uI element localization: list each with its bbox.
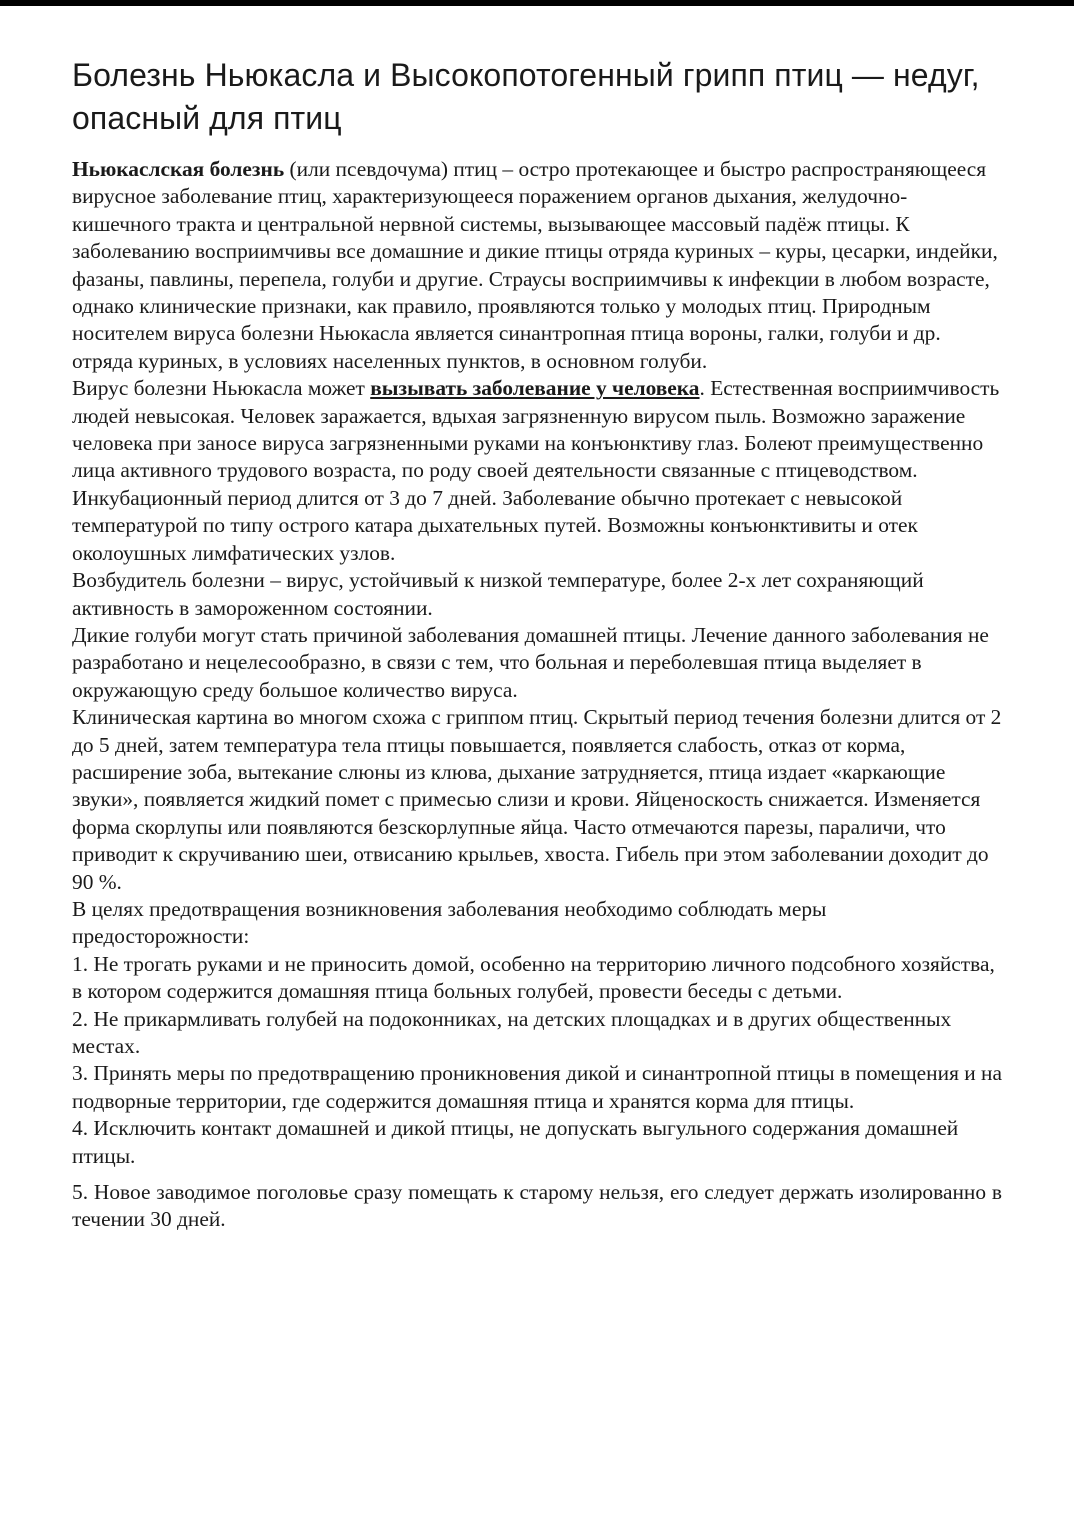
lead-term: Ньюкаслская болезнь	[72, 157, 285, 181]
human-risk-emphasis: вызывать заболевание у человека	[370, 376, 700, 401]
human-risk-paragraph	[72, 375, 1002, 567]
document-title: Болезнь Ньюкасла и Высокопотогенный грипп птиц — недуг, опасный для птиц	[72, 57, 980, 136]
document-page	[72, 54, 1002, 1234]
prevention-intro: В целях предотвращения возникновения заболевания необходимо соблюдать меры предосторожности:	[72, 896, 827, 949]
top-border	[0, 0, 1074, 6]
human-risk-before: Вирус болезни Ньюкасла может	[72, 376, 371, 401]
document-body	[72, 156, 1002, 1234]
measure-item-1: 1. Не трогать руками и не приносить домой, особенно на территорию личного подсобного хозяйства, в котором содержится домашняя птица больных голубей, провести беседы с детьми.	[72, 951, 995, 1004]
intro-paragraph	[72, 156, 1002, 375]
pathogen-paragraph: Возбудитель болезни – вирус, устойчивый к низкой температуре, более 2-х лет сохраняющий активность в замороженном состоянии.	[72, 568, 924, 620]
intro-text: (или псевдочума) птиц – остро протекающее и быстро распространяющееся вирусное заболевание птиц, характеризующееся поражением органов дыхания, желудочно-кишечного тракта и центральной нервной системы, вызывающее массовый падёж птицы. К заболеванию восприимчивы все домашние и дикие птицы отряда куриных – куры, цесарки, индейки, фазаны, павлины, перепела, голуби и другие. Страусы восприимчивы к инфекции в любом возрасте, однако клинические признаки, как правило, проявляются только у молодых птиц. Природным носителем вируса болезни Ньюкасла является синантропная птица вороны, галки, голуби и др. отряда куриных, в условиях населенных пунктов, в основном голуби.	[72, 157, 998, 373]
measure-item-2: 2. Не прикармливать голубей на подоконниках, на детских площадках и в других общественных местах.	[72, 1006, 952, 1058]
human-risk-after: . Естественная восприимчивость людей невысокая. Человек заражается, вдыхая загрязненную вирусом пыль. Возможно заражение человека при заносе вируса загрязненными руками на конъюнктиву глаз. Болеют преимущественно лица активного трудового возраста, по роду своей деятельности связанные с птицеводством. Инкубационный период длится от 3 до 7 дней. Заболевание обычно протекает с невысокой температурой по типу острого катара дыхательных путей. Возможны конъюнктивиты и отек околоушных лимфатических узлов.	[72, 376, 1000, 565]
clinical-paragraph: Клиническая картина во многом схожа с гриппом птиц. Скрытый период течения болезни длится от 2 до 5 дней, затем температура тела птицы повышается, появляется слабость, отказ от корма, расширение зоба, вытекание слюны из клюва, дыхание затрудняется, птица издает «каркающие звуки», появляется жидкий помет с примесью слизи и крови. Яйценоскость снижается. Изменяется форма скорлупы или появляются безскорлупные яйца. Часто отмечаются парезы, параличи, что приводит к скручиванию шеи, отвисанию крыльев, хвоста. Гибель при этом заболевании доходит до 90 %.	[72, 705, 1002, 894]
wild-pigeons-paragraph: Дикие голуби могут стать причиной заболевания домашней птицы. Лечение данного заболевания не разработано и нецелесообразно, в связи с тем, что больная и переболевшая птица выделяет в окружающую среду большое количество вируса.	[72, 622, 989, 702]
measure-item-5: 5. Новое заводимое поголовье сразу помещать к старому нельзя, его следует держать изолированно в течении 30 дней.	[72, 1180, 1002, 1232]
measure-item-4: 4. Исключить контакт домашней и дикой птицы, не допускать выгульного содержания домашней птицы.	[72, 1116, 959, 1168]
measure-item-3: 3. Принять меры по предотвращению проникновения дикой и синантропной птицы в помещения и на подворные территории, где содержится домашняя птица и хранятся корма для птицы.	[72, 1061, 1002, 1113]
